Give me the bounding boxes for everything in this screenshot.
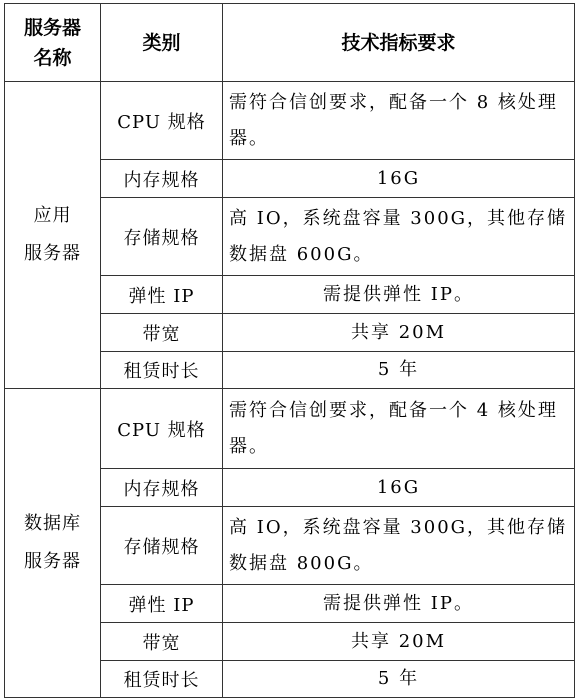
spec-cell: 需提供弹性 IP。 [223,585,575,623]
server-name-cell [5,389,101,698]
category-cell: 租赁时长 [101,661,223,698]
category-cell: 带宽 [101,314,223,352]
header-server-name-line1: 服务器 [23,16,81,39]
category-cell: 内存规格 [101,160,223,198]
category-cell: CPU 规格 [101,389,223,469]
table-row [5,82,575,160]
spec-cell: 共享 20M [223,314,575,352]
server-name-cell [5,82,101,389]
category-cell: 弹性 IP [101,585,223,623]
server-name-line1: 数据库 [24,513,81,534]
spec-cell: 共享 20M [223,623,575,661]
category-cell: 内存规格 [101,469,223,507]
server-name-line2: 服务器 [24,551,81,572]
spec-cell: 高 IO，系统盘容量 300G，其他存储数据盘 600G。 [223,198,575,276]
header-row [5,4,575,82]
server-spec-table [4,3,575,698]
spec-cell: 5 年 [223,661,575,698]
header-category: 类别 [101,4,223,82]
category-cell: 租赁时长 [101,352,223,389]
table-row [5,389,575,469]
spec-cell: 高 IO，系统盘容量 300G，其他存储数据盘 800G。 [223,507,575,585]
spec-cell: 16G [223,160,575,198]
spec-cell: 需提供弹性 IP。 [223,276,575,314]
server-name-line1: 应用 [33,205,72,226]
category-cell: 弹性 IP [101,276,223,314]
category-cell: 存储规格 [101,198,223,276]
category-cell: 带宽 [101,623,223,661]
spec-cell: 需符合信创要求，配备一个 8 核处理器。 [223,82,575,160]
header-spec: 技术指标要求 [223,4,575,82]
header-server-name-line2: 名称 [33,46,72,69]
header-server-name [5,4,101,82]
spec-cell: 需符合信创要求，配备一个 4 核处理器。 [223,389,575,469]
category-cell: 存储规格 [101,507,223,585]
server-name-line2: 服务器 [24,243,81,264]
category-cell: CPU 规格 [101,82,223,160]
spec-cell: 5 年 [223,352,575,389]
spec-cell: 16G [223,469,575,507]
